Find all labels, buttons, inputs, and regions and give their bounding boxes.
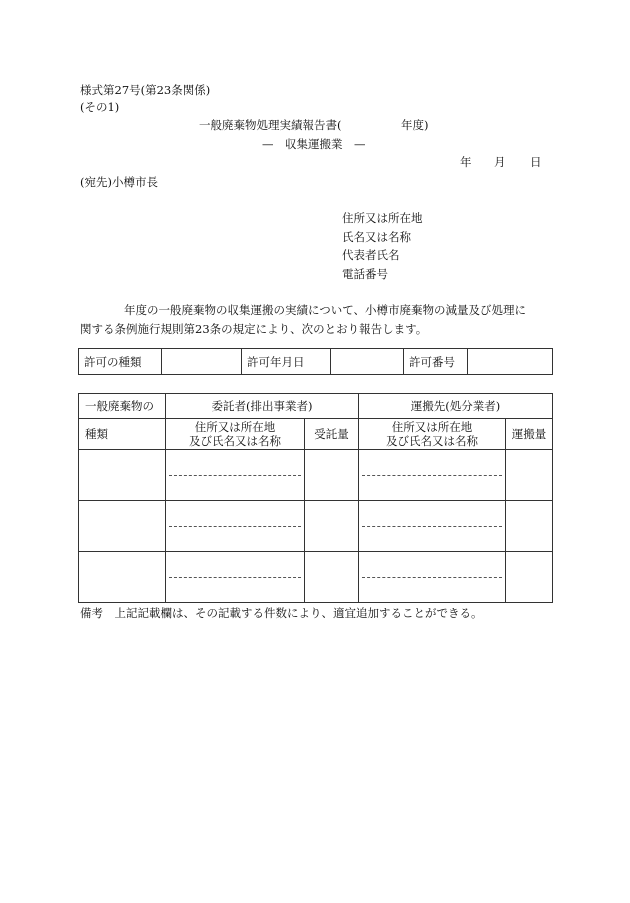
- applicant-representative-label: 代表者氏名: [342, 248, 400, 262]
- dashed-divider: [362, 577, 502, 578]
- waste-type-header-line1: 一般廃棄物の: [79, 394, 166, 419]
- consignor-address-header: [166, 419, 305, 450]
- permit-number-field[interactable]: [468, 349, 553, 375]
- permit-date-field[interactable]: [331, 349, 404, 375]
- permit-type-label: 許可の種類: [79, 349, 162, 375]
- permit-table: [78, 348, 553, 375]
- title-prefix: 一般廃棄物処理実績報告書(: [199, 118, 342, 132]
- remarks: 備考 上記記載欄は、その記載する件数により、適宜追加することができる。: [80, 606, 483, 620]
- applicant-address-label: 住所又は所在地: [342, 211, 423, 225]
- waste-type-cell[interactable]: [79, 501, 166, 552]
- waste-type-cell[interactable]: [79, 450, 166, 501]
- applicant-name-label: 氏名又は名称: [342, 230, 411, 244]
- destination-cell[interactable]: [359, 552, 506, 603]
- sub-number: (その1): [80, 100, 120, 114]
- body-text-line1: 年度の一般廃棄物の収集運搬の実績について、小樽市廃棄物の減量及び処理に: [124, 303, 527, 317]
- applicant-phone-label: 電話番号: [342, 267, 388, 281]
- dashed-divider: [362, 526, 502, 527]
- destination-address-header-line1: 住所又は所在地: [391, 419, 473, 434]
- date-day: 日: [530, 155, 542, 169]
- destination-header: 運搬先(処分業者): [359, 394, 553, 419]
- received-amount-header: 受託量: [305, 419, 359, 450]
- received-amount-cell[interactable]: [305, 450, 359, 501]
- transported-amount-cell[interactable]: [506, 450, 553, 501]
- transported-amount-cell[interactable]: [506, 552, 553, 603]
- dashed-divider: [169, 577, 301, 578]
- consignor-address-header-line1: 住所又は所在地: [194, 419, 276, 434]
- title-suffix: 年度): [401, 118, 429, 132]
- permit-type-field[interactable]: [162, 349, 242, 375]
- report-table: [78, 393, 553, 603]
- consignor-cell[interactable]: [166, 501, 305, 552]
- consignor-header: 委託者(排出事業者): [166, 394, 359, 419]
- received-amount-cell[interactable]: [305, 501, 359, 552]
- destination-cell[interactable]: [359, 501, 506, 552]
- transported-amount-header: 運搬量: [506, 419, 553, 450]
- table-row: [79, 450, 553, 501]
- consignor-address-header-line2: 及び氏名又は名称: [189, 434, 281, 448]
- waste-type-header-line2: 種類: [79, 419, 166, 450]
- consignor-cell[interactable]: [166, 552, 305, 603]
- received-amount-cell[interactable]: [305, 552, 359, 603]
- waste-type-cell[interactable]: [79, 552, 166, 603]
- table-row: [79, 501, 553, 552]
- addressee: (宛先)小樽市長: [80, 175, 158, 189]
- destination-cell[interactable]: [359, 450, 506, 501]
- permit-date-label: 許可年月日: [242, 349, 331, 375]
- destination-address-header: [359, 419, 506, 450]
- table-row: [79, 552, 553, 603]
- dashed-divider: [169, 526, 301, 527]
- destination-address-header-line2: 及び氏名又は名称: [386, 434, 479, 448]
- body-text-line2: 関する条例施行規則第23条の規定により、次のとおり報告します。: [80, 322, 428, 336]
- dashed-divider: [362, 475, 502, 476]
- subtitle: — 収集運搬業 —: [262, 137, 366, 151]
- permit-number-label: 許可番号: [404, 349, 468, 375]
- dashed-divider: [169, 475, 301, 476]
- form-number: 様式第27号(第23条関係): [80, 83, 211, 97]
- transported-amount-cell[interactable]: [506, 501, 553, 552]
- date-month: 月: [494, 155, 506, 169]
- consignor-cell[interactable]: [166, 450, 305, 501]
- date-year: 年: [460, 155, 472, 169]
